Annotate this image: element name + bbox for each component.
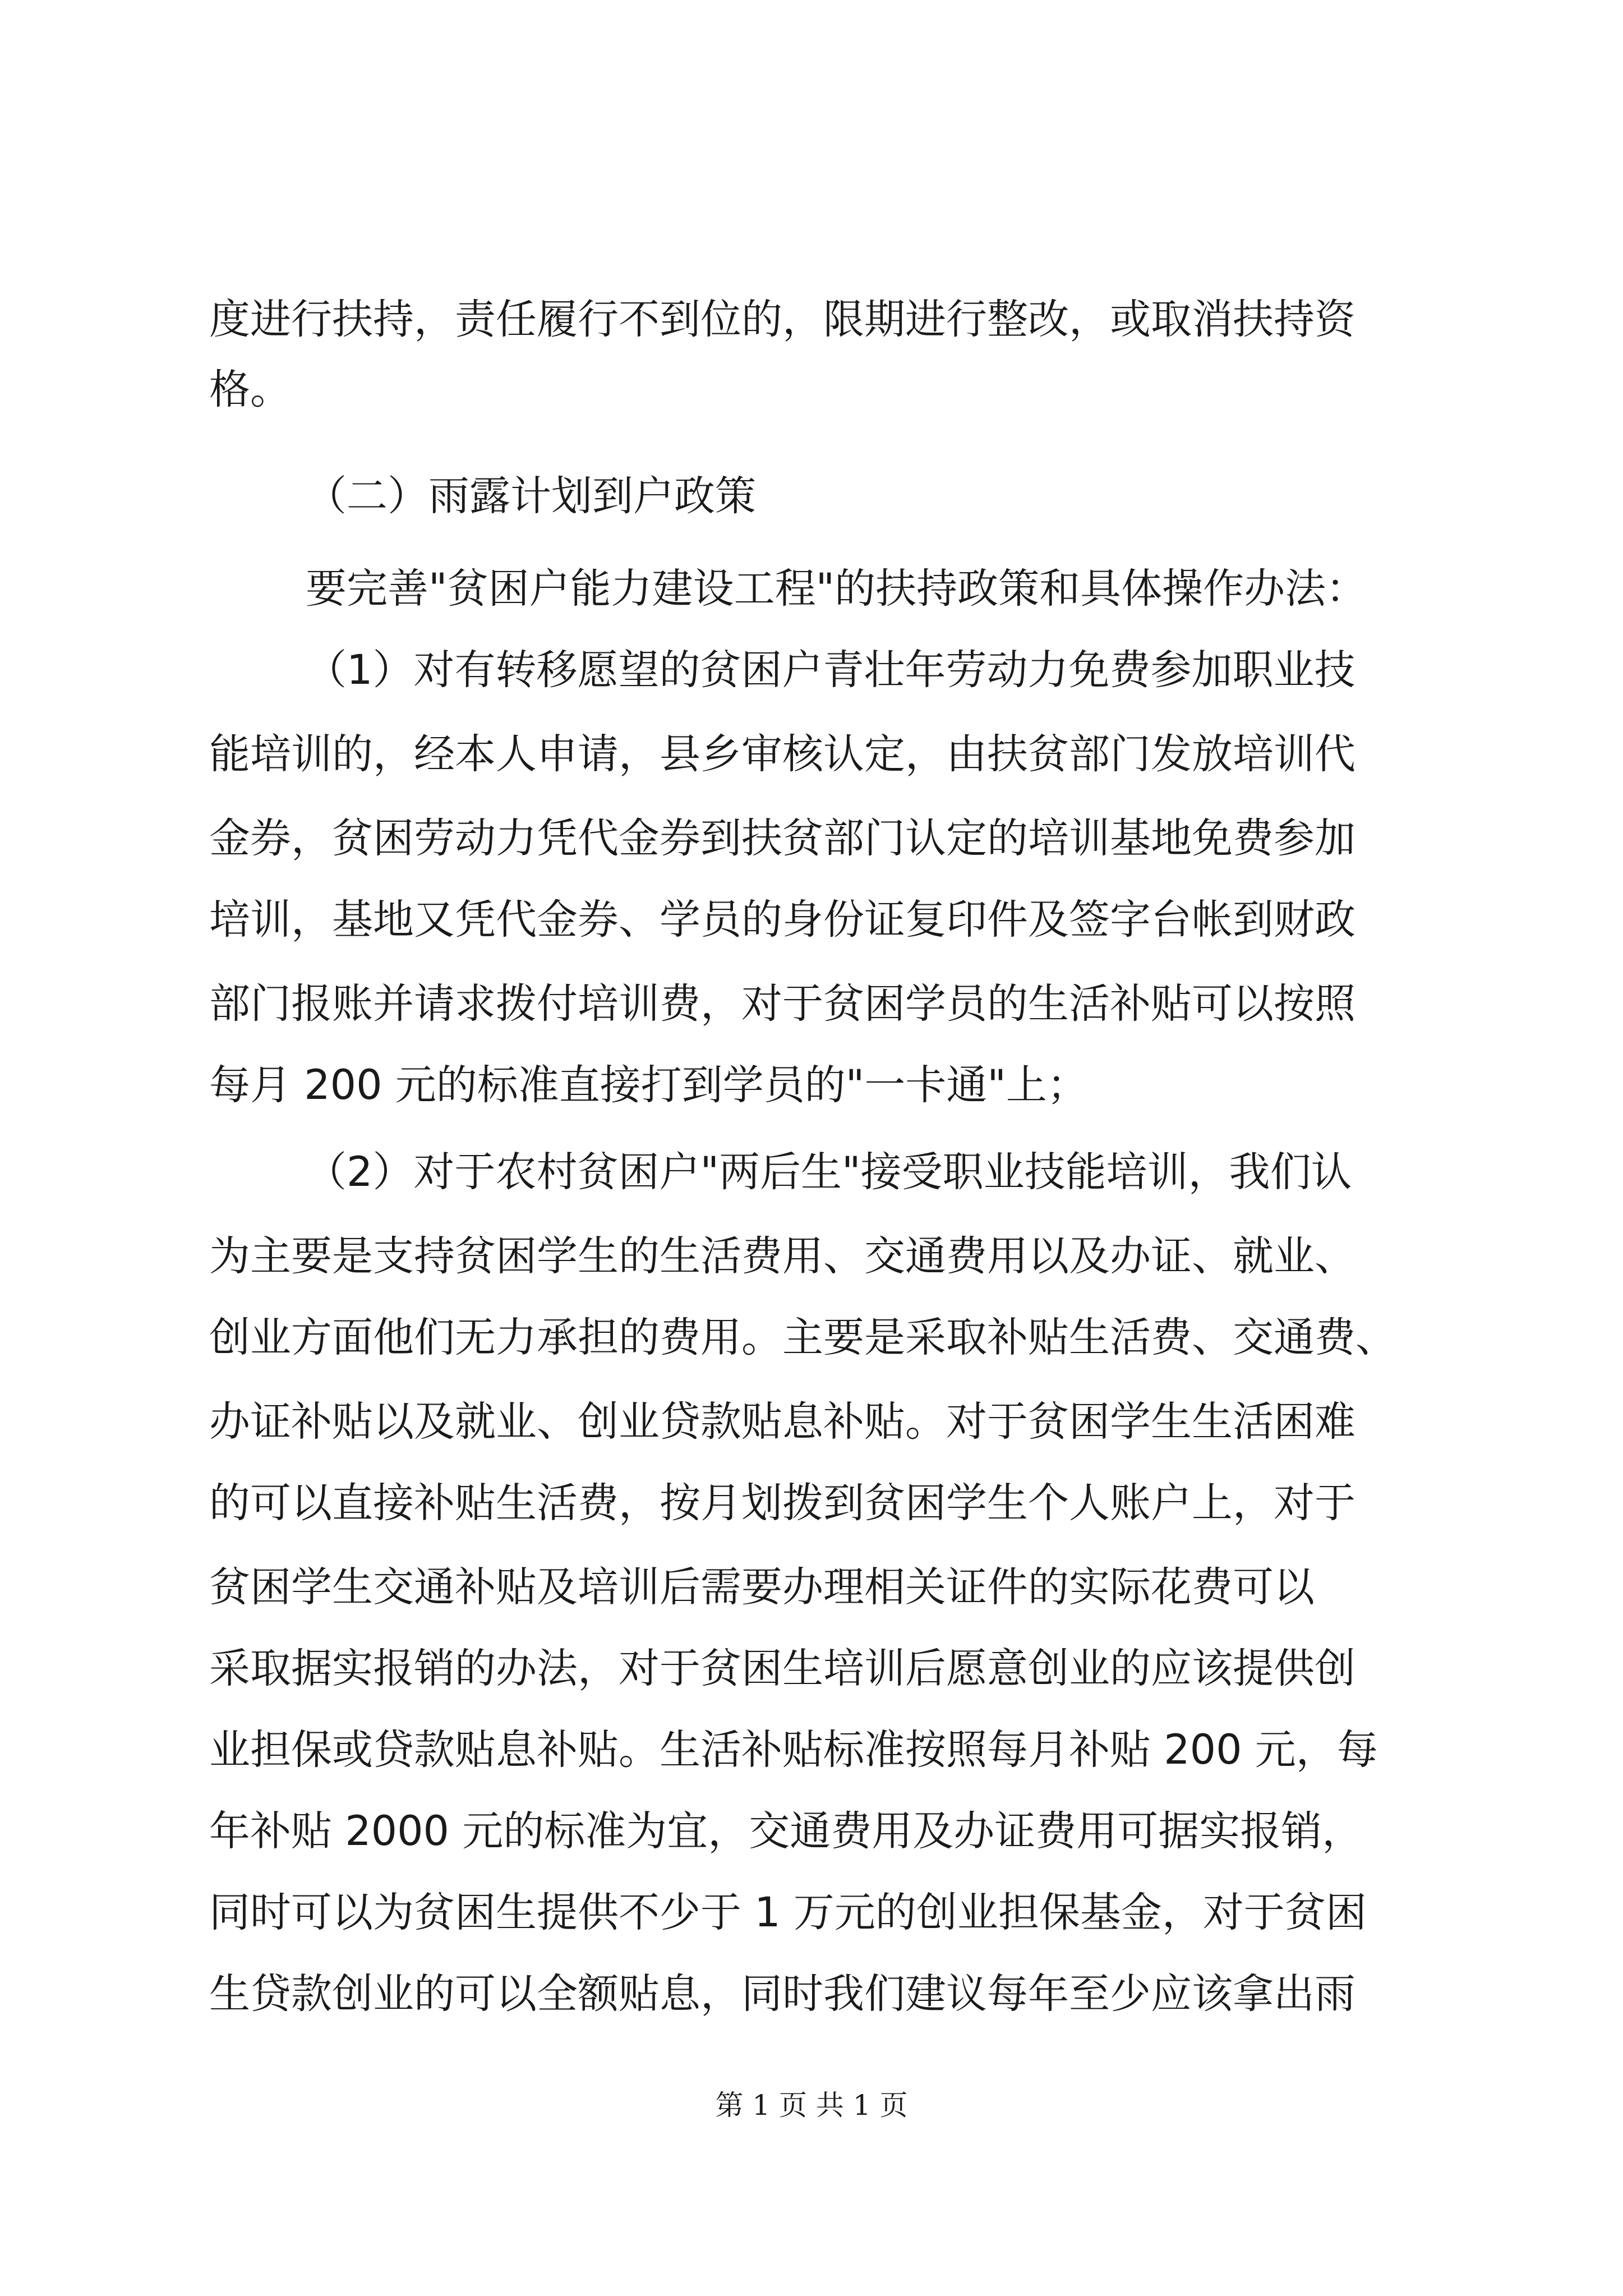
text-line: 为主要是支持贫困学生的生活费用、交通费用以及办证、就业、 [209,1232,1355,1280]
text-line: 部门报账并请求拨付培训费，对于贫困学员的生活补贴可以按照 [209,980,1355,1028]
section-heading: （二）雨露计划到户政策 [306,472,756,520]
text-line: 要完善"贫困户能力建设工程"的扶持政策和具体操作办法： [306,565,1367,613]
text-line: 度进行扶持，责任履行不到位的，限期进行整改，或取消扶持资 [209,296,1355,343]
text-line: 的可以直接补贴生活费，按月划拨到贫困学生个人账户上，对于 [209,1479,1355,1527]
text-line: 采取据实报销的办法，对于贫困生培训后愿意创业的应该提供创 [209,1645,1355,1692]
text-line: 业担保或贷款贴息补贴。生活补贴标准按照每月补贴 200 元，每 [209,1726,1378,1774]
text-line: 年补贴 2000 元的标准为宜，交通费用及办证费用可据实报销， [209,1807,1363,1855]
page-footer: 第 1 页 共 1 页 [715,2089,908,2122]
text-line: （1）对有转移愿望的贫困户青壮年劳动力免费参加职业技 [306,646,1355,694]
text-line: 金券，贫困劳动力凭代金券到扶贫部门认定的培训基地免费参加 [209,815,1355,862]
text-line: 生贷款创业的可以全额贴息，同时我们建议每年至少应该拿出雨 [209,1970,1355,2018]
text-line: 办证补贴以及就业、创业贷款贴息补贴。对于贫困学生生活困难 [209,1398,1355,1446]
text-line: 同时可以为贫困生提供不少于 1 万元的创业担保基金，对于贫困 [209,1889,1367,1936]
text-line: 创业方面他们无力承担的费用。主要是采取补贴生活费、交通费、 [209,1314,1396,1361]
text-line: 格。 [209,366,291,413]
text-line: （2）对于农村贫困户"两后生"接受职业技能培训，我们认 [306,1148,1352,1196]
text-line: 每月 200 元的标准直接打到学员的"一卡通"上； [209,1061,1088,1109]
text-line: 能培训的，经本人申请，县乡审核认定，由扶贫部门发放培训代 [209,730,1355,778]
text-line: 培训，基地又凭代金券、学员的身份证复印件及签字台帐到财政 [209,896,1355,944]
text-line: 贫困学生交通补贴及培训后需要办理相关证件的实际花费可以 [209,1563,1315,1611]
